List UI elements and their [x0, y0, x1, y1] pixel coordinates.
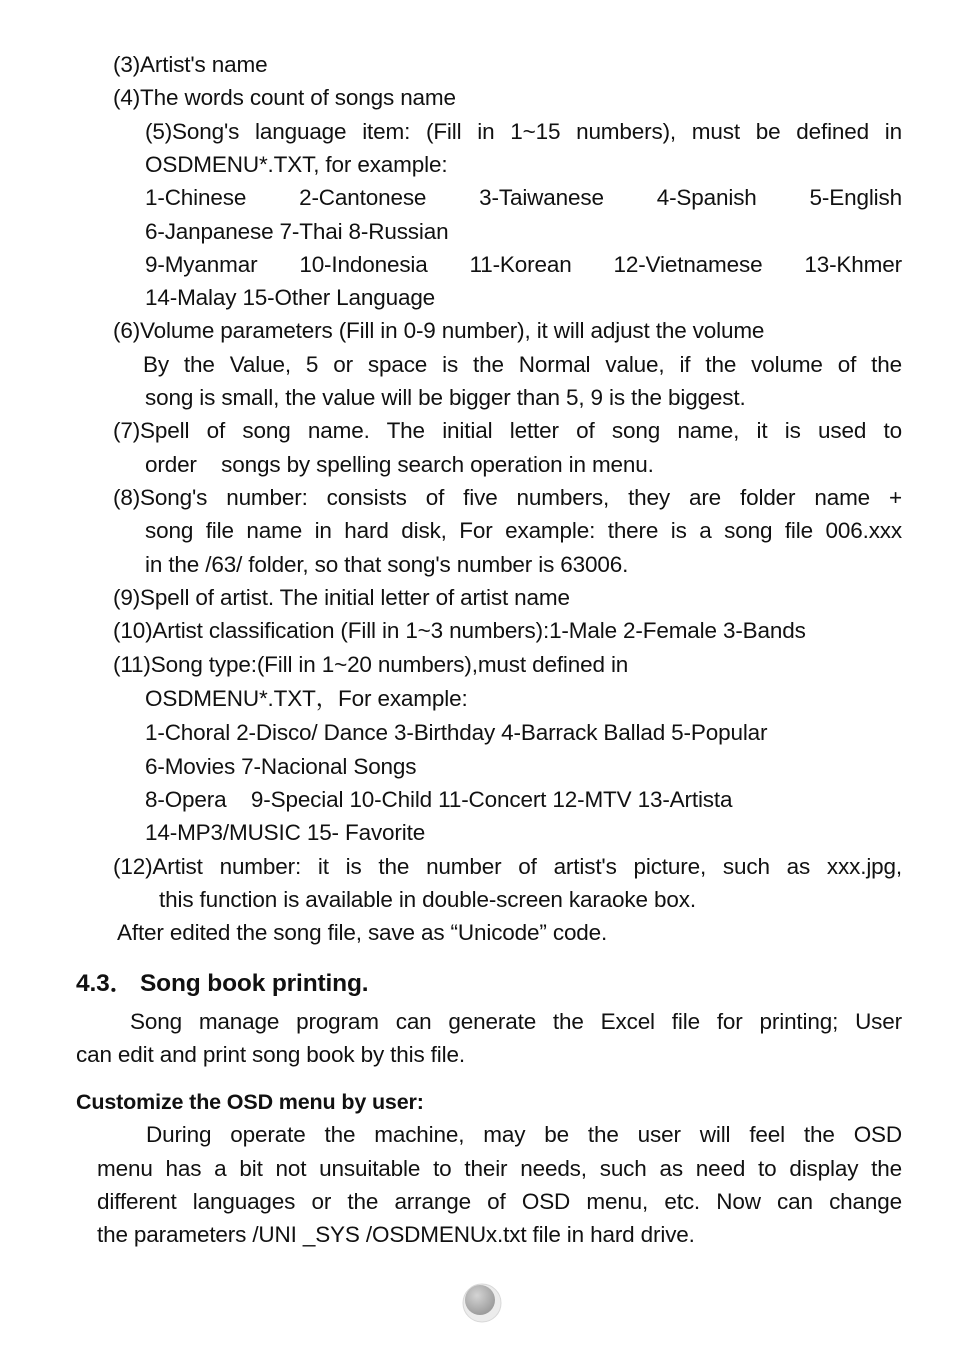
item-11-osdmenu: OSDMENU*.TXT，For example:: [145, 686, 468, 711]
language-option: 3-Taiwanese: [479, 185, 604, 210]
language-row-2: 6-Janpanese 7-Thai 8-Russian: [145, 219, 449, 244]
item-10-artist-class: (10)Artist classification (Fill in 1~3 numbers):1-Male 2-Female 3-Bands: [113, 618, 806, 643]
item-6-volume-detail-2: song is small, the value will be bigger than 5, 9 is the biggest.: [145, 385, 746, 410]
song-type-row-2: 6-Movies 7-Nacional Songs: [145, 754, 417, 779]
item-5-language: (5)Song's language item: (Fill in 1~15 numbers), must be defined in: [145, 119, 902, 144]
section-heading: [76, 970, 368, 998]
song-type-row-3: 8-Opera 9-Special 10-Child 11-Concert 12-MTV 13-Artista: [145, 787, 733, 812]
customize-paragraph-line-3: different languages or the arrange of OSD menu, etc. Now can change: [97, 1189, 902, 1214]
item-3-artist-name: (3)Artist's name: [113, 52, 268, 77]
customize-heading: Customize the OSD menu by user:: [76, 1090, 424, 1114]
language-option: 12-Vietnamese: [613, 252, 763, 277]
section-paragraph-line-1: Song manage program can generate the Excel file for printing; User: [130, 1009, 902, 1034]
section-separator: ．: [109, 970, 134, 997]
section-title: Song book printing.: [139, 970, 369, 997]
language-option: 5-English: [809, 185, 902, 210]
language-option: 4-Spanish: [656, 185, 757, 210]
section-paragraph-line-2: can edit and print song book by this file.: [76, 1042, 465, 1067]
language-option: 13-Khmer: [804, 252, 902, 277]
item-7-spell-song: (7)Spell of song name. The initial letter of song name, it is used to: [113, 418, 902, 443]
item-8-song-number-detail: song file name in hard disk, For example: there is a song file 006.xxx: [145, 518, 902, 543]
item-6-volume-detail: By the Value, 5 or space is the Normal value, if the volume of the: [143, 352, 902, 377]
item-8-song-number-example: in the /63/ folder, so that song's number is 63006.: [145, 552, 629, 577]
language-option: 2-Cantonese: [299, 185, 427, 210]
song-type-row-4: 14-MP3/MUSIC 15- Favorite: [145, 820, 426, 845]
item-5-osdmenu: OSDMENU*.TXT, for example:: [145, 152, 448, 177]
customize-paragraph-line-2: menu has a bit not unsuitable to their needs, such as need to display the: [97, 1156, 902, 1181]
language-option: 1-Chinese: [145, 185, 247, 210]
language-row-4: 14-Malay 15-Other Language: [145, 285, 436, 310]
item-7-spell-song-detail: order songs by spelling search operation in menu.: [145, 452, 654, 477]
item-4-word-count: (4)The words count of songs name: [113, 85, 456, 110]
item-11-song-type: (11)Song type:(Fill in 1~20 numbers),must defined in: [113, 652, 629, 677]
item-12-artist-number-detail: this function is available in double-screen karaoke box.: [159, 887, 696, 912]
customize-paragraph-line-1: During operate the machine, may be the user will feel the OSD: [146, 1122, 902, 1147]
song-type-row-1: 1-Choral 2-Disco/ Dance 3-Birthday 4-Barrack Ballad 5-Popular: [145, 720, 768, 745]
language-option: 11-Korean: [469, 252, 572, 277]
item-8-song-number: (8)Song's number: consists of five numbers, they are folder name +: [113, 485, 902, 510]
customize-paragraph-line-4: the parameters /UNI _SYS /OSDMENUx.txt file in hard drive.: [97, 1222, 695, 1247]
save-note: After edited the song file, save as “Unicode” code.: [117, 920, 608, 945]
item-9-spell-artist: (9)Spell of artist. The initial letter of artist name: [113, 585, 570, 610]
language-option: 10-Indonesia: [299, 252, 428, 277]
language-row-3: [145, 251, 902, 279]
page-marker-circle-icon: [459, 1280, 503, 1324]
section-number: 4.3: [76, 970, 110, 997]
language-option: 9-Myanmar: [145, 252, 258, 277]
item-6-volume: (6)Volume parameters (Fill in 0-9 number), it will adjust the volume: [113, 318, 765, 343]
language-row-1: [145, 184, 902, 212]
item-12-artist-number: (12)Artist number: it is the number of artist's picture, such as xxx.jpg,: [113, 854, 902, 879]
